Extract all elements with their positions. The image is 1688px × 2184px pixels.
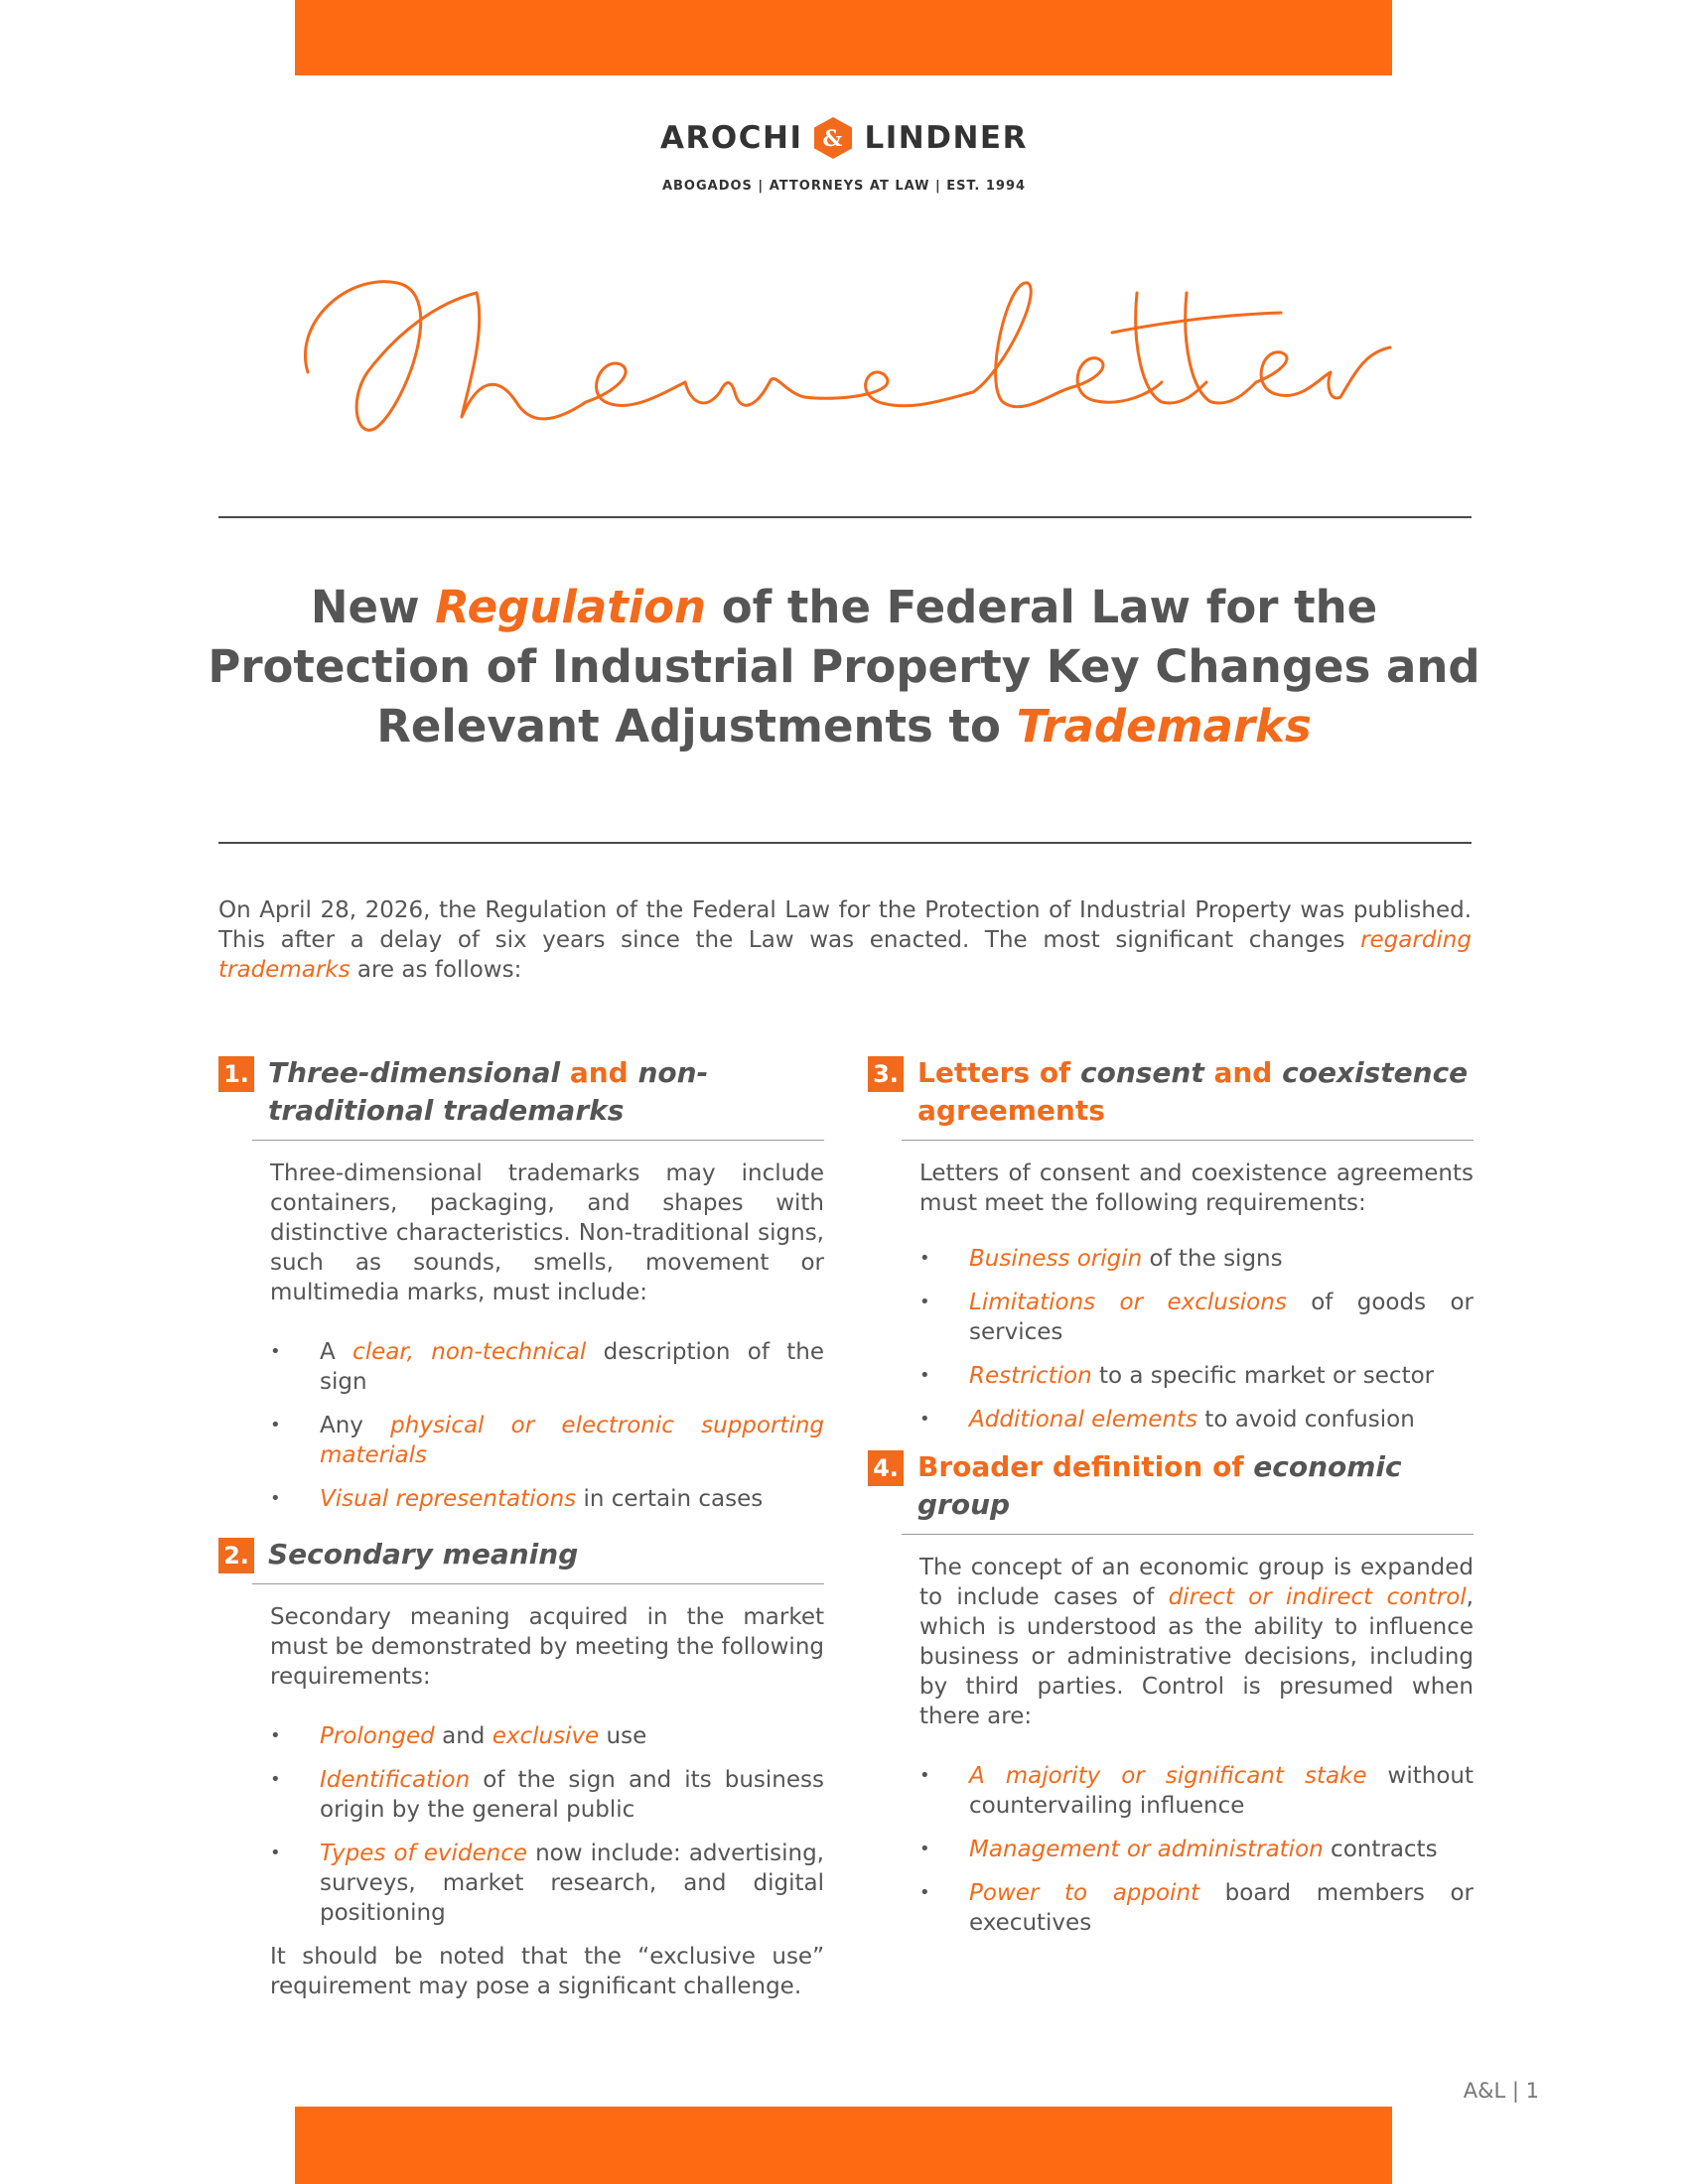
list-item: • A clear, non-technical description of the sign bbox=[270, 1337, 824, 1397]
logo-name-right: LINDNER bbox=[864, 120, 1028, 156]
section-1 bbox=[218, 1054, 824, 1514]
masthead-text: Newsletter bbox=[288, 447, 294, 448]
section-title: Three-dimensional and non-traditional trademarks bbox=[268, 1056, 709, 1127]
section-body: Letters of consent and coexistence agreements must meet the following requirements: bbox=[919, 1160, 1474, 1216]
section-divider bbox=[252, 1583, 824, 1584]
page-title: New Regulation of the Federal Law for the Protection of Industrial Property Key Changes and Relevant Adjustments to Trademarks bbox=[208, 581, 1480, 752]
section-2 bbox=[218, 1536, 824, 2001]
list-item: • Additional elements to avoid confusion bbox=[919, 1405, 1474, 1434]
logo-hexagon-icon bbox=[810, 115, 856, 161]
intro-paragraph: On April 28, 2026, the Regulation of the Federal Law for the Protection of Industrial Property was published. This after a delay of six years since the Law was enacted. The most significant changes regarding trademarks are as follows: bbox=[218, 897, 1472, 983]
section-number: 2. bbox=[218, 1538, 254, 1573]
left-column bbox=[218, 1054, 824, 2001]
bottom-color-band bbox=[295, 2107, 1392, 2184]
list-item: • Management or administration contracts bbox=[919, 1835, 1474, 1864]
section-divider bbox=[902, 1534, 1474, 1535]
section-4 bbox=[868, 1448, 1474, 1938]
list-item: • Restriction to a specific market or sector bbox=[919, 1361, 1474, 1391]
section-number: 4. bbox=[868, 1450, 904, 1486]
list-item: • Types of evidence now include: advertising, surveys, market research, and digital positioning bbox=[270, 1839, 824, 1928]
logo-name-left: AROCHI bbox=[660, 120, 803, 156]
logo-tagline: ABOGADOS | ATTORNEYS AT LAW | EST. 1994 bbox=[661, 179, 1027, 194]
list-item: • Any physical or electronic supporting materials bbox=[270, 1411, 824, 1470]
section-number: 1. bbox=[218, 1056, 254, 1092]
list-item: • Visual representations in certain cases bbox=[270, 1484, 824, 1514]
list-item: • Limitations or exclusions of goods or services bbox=[919, 1288, 1474, 1347]
section-body: Three-dimensional trademarks may include containers, packaging, and shapes with distinctive characteristics. Non-traditional signs, such as sounds, smells, movement or multimedia marks, must include: bbox=[270, 1160, 824, 1305]
top-color-band bbox=[295, 0, 1392, 75]
section-body: Secondary meaning acquired in the market must be demonstrated by meeting the following requirements: bbox=[270, 1604, 824, 1690]
header-divider bbox=[218, 516, 1472, 518]
section-title: Letters of consent and coexistence agreements bbox=[917, 1056, 1469, 1127]
list-item: • Identification of the sign and its business origin by the general public bbox=[270, 1765, 824, 1825]
section-3 bbox=[868, 1054, 1474, 1434]
section-note: It should be noted that the “exclusive use” requirement may pose a significant challenge. bbox=[270, 1944, 824, 1999]
title-divider bbox=[218, 842, 1472, 844]
newsletter-script-wordmark bbox=[288, 253, 1420, 452]
list-item: • Business origin of the signs bbox=[919, 1244, 1474, 1274]
section-title: Secondary meaning bbox=[268, 1538, 579, 1570]
list-item: • Prolonged and exclusive use bbox=[270, 1721, 824, 1751]
list-item: • Power to appoint board members or executives bbox=[919, 1878, 1474, 1938]
page-footer: A&L | 1 bbox=[1463, 2079, 1539, 2103]
section-body: The concept of an economic group is expanded to include cases of direct or indirect control, which is understood as the ability to influence business or administrative decisions, including by third parties. Control is presumed when there are: bbox=[919, 1555, 1474, 1729]
section-number: 3. bbox=[868, 1056, 904, 1092]
section-title: Broader definition of economic group bbox=[917, 1450, 1402, 1521]
section-divider bbox=[252, 1140, 824, 1141]
list-item: • A majority or significant stake without countervailing influence bbox=[919, 1761, 1474, 1821]
firm-logo bbox=[0, 115, 1688, 194]
logo-ampersand: & bbox=[822, 126, 845, 152]
right-column bbox=[868, 1054, 1474, 1952]
section-divider bbox=[902, 1140, 1474, 1141]
